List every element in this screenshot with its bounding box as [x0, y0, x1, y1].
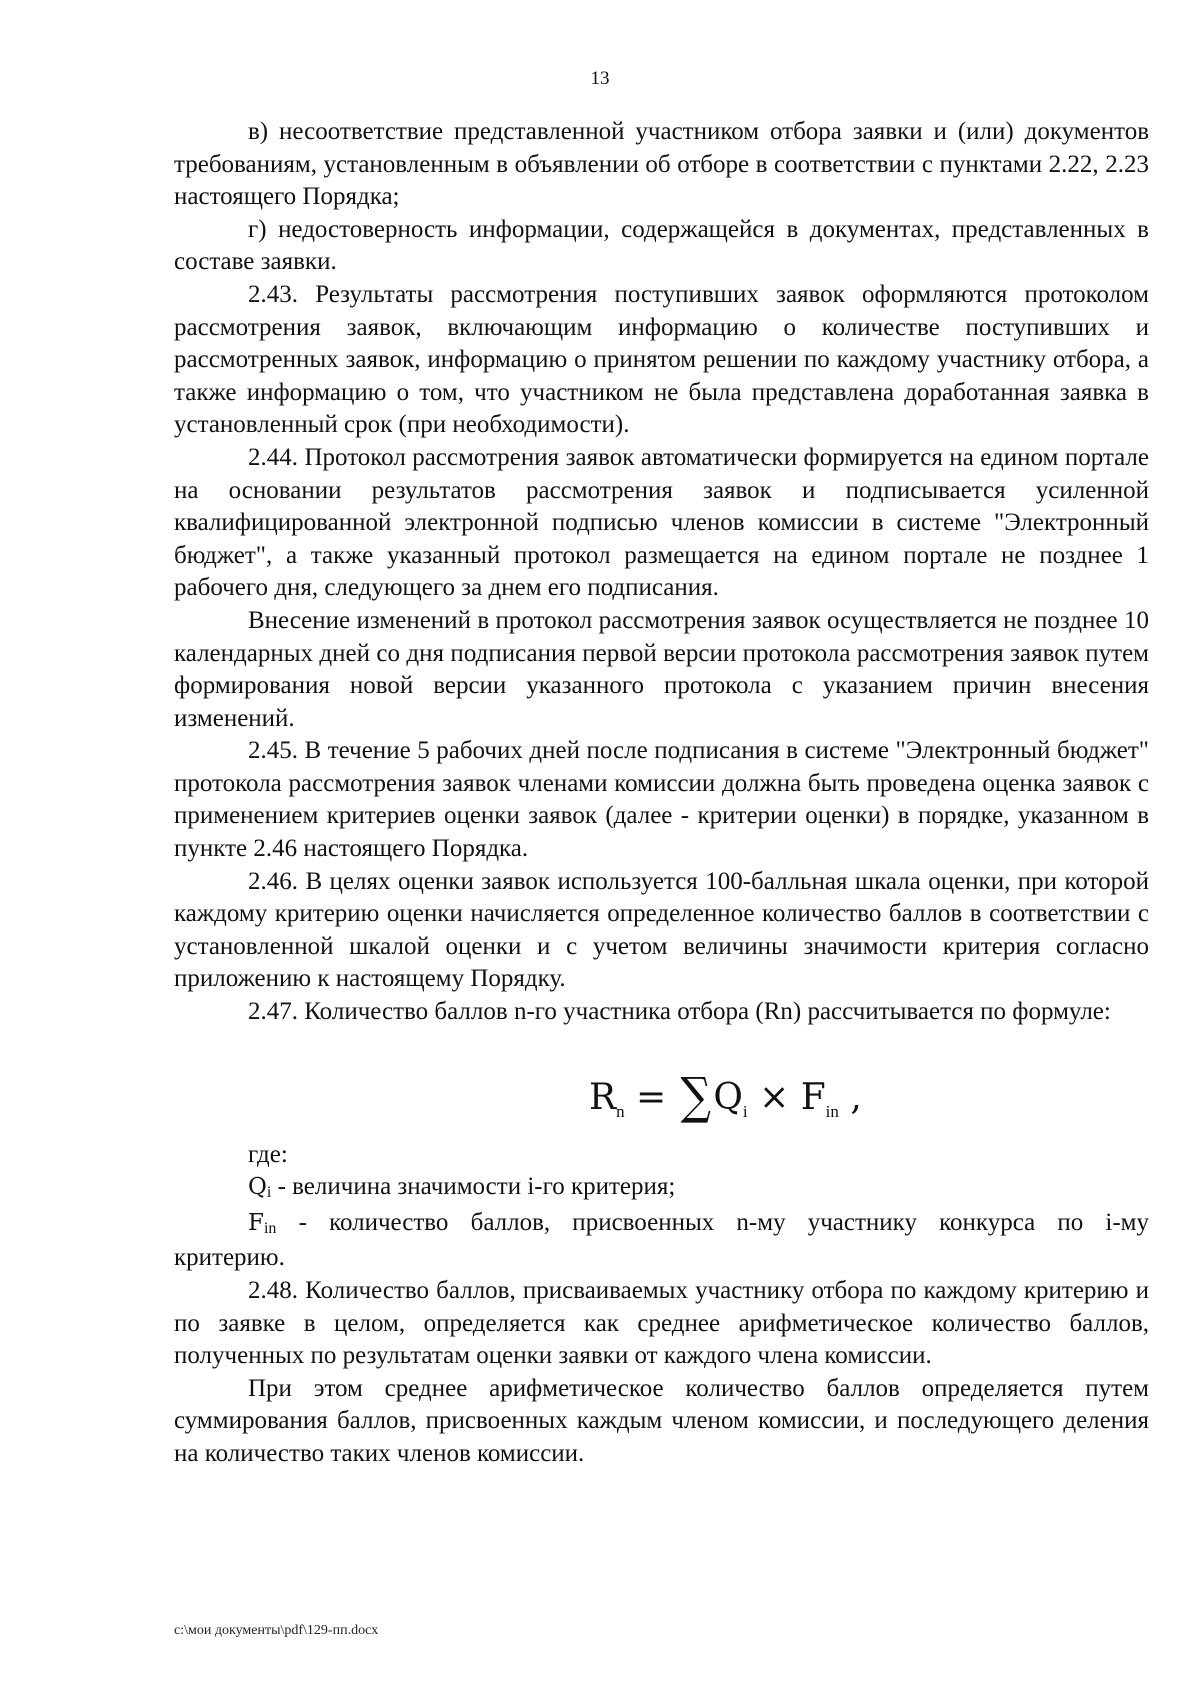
paragraph-average-calculation: При этом среднее арифметическое количество баллов определяется путем суммирования баллов, присвоенных каждым членом комиссии, и последующего деления на количество таких членов комиссии.: [174, 1374, 1149, 1467]
formula-times: ×: [747, 1076, 801, 1118]
def-f-subscript: in: [263, 1219, 277, 1237]
paragraph-protocol-changes: Внесение изменений в протокол рассмотрения заявок осуществляется не позднее 10 календарных дней со дня подписания первой версии протокола рассмотрения заявок путем формирования новой версии указанного протокола с указанием причин внесения изменений.: [174, 606, 1149, 732]
formula-f-subscript: in: [825, 1101, 839, 1121]
where-label: где:: [248, 1140, 288, 1168]
document-body: [174, 116, 1149, 1471]
formula-r: R: [589, 1076, 617, 1118]
def-q-subscript: i: [266, 1184, 272, 1202]
paragraph-item-g: г) недостоверность информации, содержащейся в документах, представленных в составе заявки.: [174, 215, 1149, 276]
paragraph-2-45: 2.45. В течение 5 рабочих дней после подписания в системе "Электронный бюджет" протокола рассмотрения заявок членами комиссии должна быть проведена оценка заявок с применением критериев оценки заявок (далее - критерии оценки) в порядке, указанном в пункте 2.46 настоящего Порядка.: [174, 737, 1149, 863]
page-number: 13: [590, 68, 610, 89]
definition-f-continuation: критерию.: [174, 1244, 285, 1272]
formula-f: F: [800, 1076, 826, 1118]
formula-equals: =: [624, 1076, 678, 1118]
definition-f: [174, 1207, 1149, 1243]
sum-symbol: ∑: [680, 1066, 711, 1125]
formula-comma: ,: [838, 1076, 862, 1118]
def-q-symbol: Q: [248, 1174, 267, 1201]
paragraph-2-43: 2.43. Результаты рассмотрения поступивших заявок оформляются протоколом рассмотрения заявок, включающим информацию о количестве поступивших и рассмотренных заявок, информацию о принятом решении по каждому участнику отбора, а также информацию о том, что участником не была представлена доработанная заявка в установленный срок (при необходимости).: [174, 280, 1149, 439]
formula-q-subscript: i: [742, 1101, 748, 1121]
score-formula: [174, 1029, 1149, 1139]
paragraph-2-47: 2.47. Количество баллов n-го участника отбора (Rn) рассчитывается по формуле:: [248, 998, 1111, 1026]
def-f-symbol: F: [248, 1209, 264, 1236]
formula-r-subscript: n: [616, 1101, 625, 1121]
paragraph-2-44: 2.44. Протокол рассмотрения заявок автоматически формируется на едином портале на основании результатов рассмотрения заявок и подписывается усиленной квалифицированной электронной подписью членов комиссии в системе "Электронный бюджет", а также указанный протокол размещается на едином портале не позднее 1 рабочего дня, следующего за днем его подписания.: [174, 443, 1149, 602]
def-q-text: - величина значимости i-го критерия;: [271, 1173, 676, 1201]
paragraph-2-46: 2.46. В целях оценки заявок используется 100-балльная шкала оценки, при которой каждому критерию оценки начисляется определенное количество баллов в соответствии с установленной шкалой оценки и с учетом величины значимости критерия согласно приложению к настоящему Порядку.: [174, 867, 1149, 993]
def-f-text: - количество баллов, присвоенных n-му участнику конкурса по i-му: [276, 1208, 1149, 1236]
formula-expression: [589, 1063, 862, 1125]
definition-q: [174, 1171, 1149, 1207]
paragraph-item-v: в) несоответствие представленной участником отбора заявки и (или) документов требованиям, установленным в объявлении об отборе в соответствии с пунктами 2.22, 2.23 настоящего Порядка;: [174, 118, 1149, 211]
formula-q: Q: [713, 1076, 743, 1118]
paragraph-2-48: 2.48. Количество баллов, присваиваемых участнику отбора по каждому критерию и по заявке в целом, определяется как среднее арифметическое количество баллов, полученных по результатам оценки заявки от каждого члена комиссии.: [174, 1277, 1149, 1370]
file-path-footer: c:\мои документы\pdf\129-пп.docx: [174, 1623, 379, 1638]
